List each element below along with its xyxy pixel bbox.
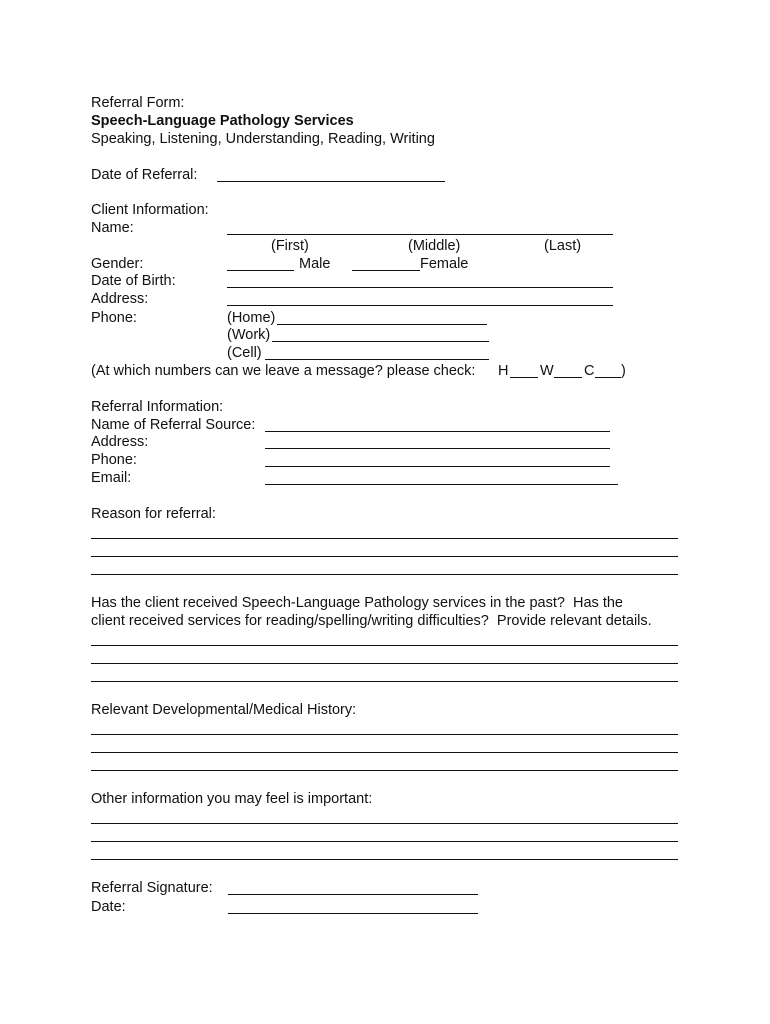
other-info-line[interactable] <box>91 841 678 842</box>
dob-label: Date of Birth: <box>91 273 176 289</box>
history-line[interactable] <box>91 752 678 753</box>
referral-source-field[interactable] <box>265 431 610 432</box>
date-of-referral-label: Date of Referral: <box>91 167 198 183</box>
referral-email-label: Email: <box>91 470 132 486</box>
cell-phone-field[interactable] <box>265 359 489 360</box>
referral-info-heading: Referral Information: <box>91 399 224 415</box>
message-question: (At which numbers can we leave a message? please check: <box>91 363 476 379</box>
client-name-label: Name: <box>91 220 134 236</box>
first-name-caption: (First) <box>271 238 309 254</box>
past-services-line[interactable] <box>91 645 678 646</box>
form-subtitle: Speaking, Listening, Understanding, Reading, Writing <box>91 131 435 147</box>
client-phone-label: Phone: <box>91 310 137 326</box>
referral-address-label: Address: <box>91 434 149 450</box>
reason-line[interactable] <box>91 556 678 557</box>
referral-phone-field[interactable] <box>265 466 610 467</box>
client-name-field[interactable] <box>227 234 613 235</box>
client-address-label: Address: <box>91 291 149 307</box>
cell-phone-label: (Cell) <box>227 345 262 361</box>
message-c-label: C <box>584 363 595 379</box>
work-phone-field[interactable] <box>272 341 489 342</box>
male-option-label: Male <box>299 256 331 272</box>
message-h-checkbox[interactable] <box>510 377 538 378</box>
work-phone-label: (Work) <box>227 327 271 343</box>
female-option-label: Female <box>420 256 469 272</box>
history-line[interactable] <box>91 770 678 771</box>
other-info-line[interactable] <box>91 859 678 860</box>
form-title: Speech-Language Pathology Services <box>91 113 354 129</box>
signature-date-label: Date: <box>91 899 126 915</box>
signature-field[interactable] <box>228 894 478 895</box>
middle-name-caption: (Middle) <box>408 238 461 254</box>
home-phone-field[interactable] <box>277 324 487 325</box>
past-services-line[interactable] <box>91 663 678 664</box>
male-checkbox-field[interactable] <box>227 270 294 271</box>
referral-email-field[interactable] <box>265 484 618 485</box>
history-label: Relevant Developmental/Medical History: <box>91 702 357 718</box>
message-w-label: W <box>540 363 554 379</box>
home-phone-label: (Home) <box>227 310 276 326</box>
referral-source-label: Name of Referral Source: <box>91 417 256 433</box>
signature-label: Referral Signature: <box>91 880 213 896</box>
client-address-field[interactable] <box>227 305 613 306</box>
referral-phone-label: Phone: <box>91 452 137 468</box>
form-label: Referral Form: <box>91 95 185 111</box>
message-h-label: H <box>498 363 509 379</box>
reason-line[interactable] <box>91 538 678 539</box>
history-line[interactable] <box>91 734 678 735</box>
dob-field[interactable] <box>227 287 613 288</box>
signature-date-field[interactable] <box>228 913 478 914</box>
other-info-label: Other information you may feel is important: <box>91 791 373 807</box>
client-info-heading: Client Information: <box>91 202 209 218</box>
past-services-question-line2: client received services for reading/spelling/writing difficulties? Provide relevant details. <box>91 613 652 629</box>
gender-label: Gender: <box>91 256 144 272</box>
message-close-paren: ) <box>621 363 626 379</box>
female-checkbox-field[interactable] <box>352 270 420 271</box>
referral-address-field[interactable] <box>265 448 610 449</box>
other-info-line[interactable] <box>91 823 678 824</box>
reason-label: Reason for referral: <box>91 506 216 522</box>
past-services-question-line1: Has the client received Speech-Language Pathology services in the past? Has the <box>91 595 623 611</box>
reason-line[interactable] <box>91 574 678 575</box>
past-services-line[interactable] <box>91 681 678 682</box>
message-w-checkbox[interactable] <box>554 377 582 378</box>
date-of-referral-field[interactable] <box>217 181 445 182</box>
last-name-caption: (Last) <box>544 238 582 254</box>
message-c-checkbox[interactable] <box>595 377 621 378</box>
